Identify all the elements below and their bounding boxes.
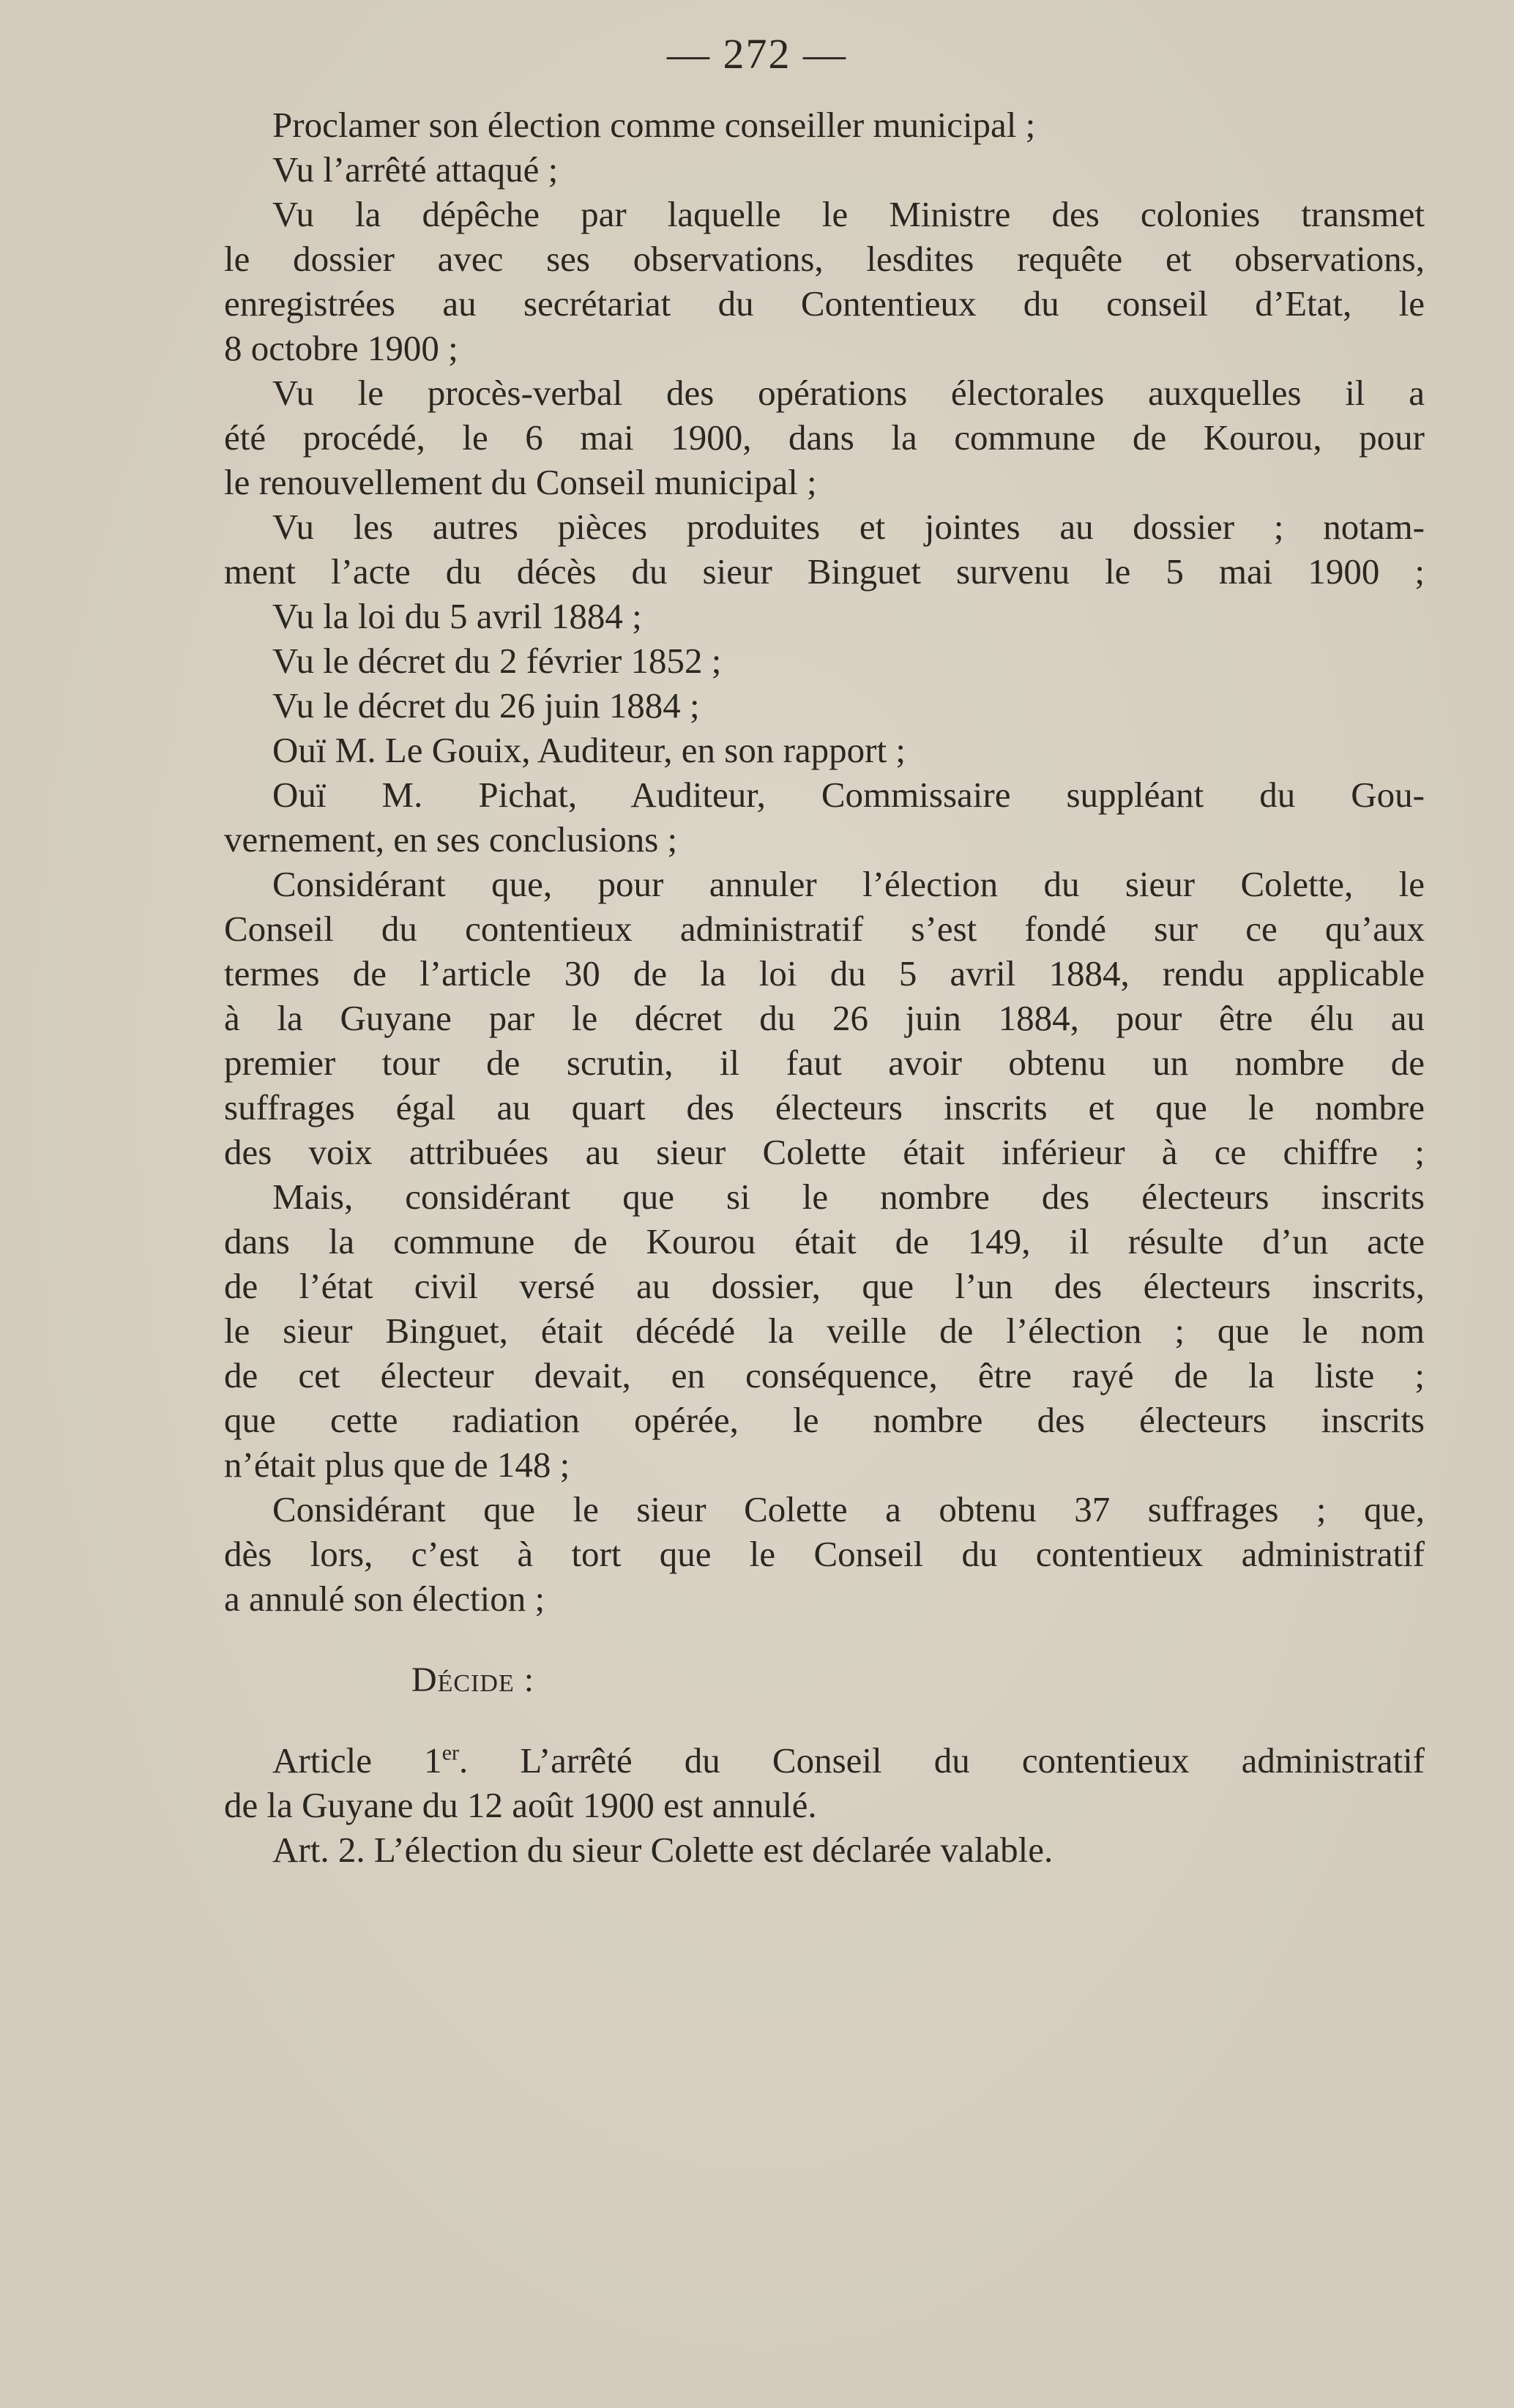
text-line: Vu la loi du 5 avril 1884 ; [272, 596, 642, 636]
text-line: Vu le procès-verbal des opérations électorales auxquelles il a [272, 373, 1425, 413]
decide-heading [224, 1621, 1425, 1738]
text-line: des voix attribuées au sieur Colette était inférieur à ce chiffre ; [224, 1132, 1425, 1172]
text-line: Ouï M. Le Gouix, Auditeur, en son rapport ; [272, 730, 906, 770]
text-line: dans la commune de Kourou était de 149, il résulte d’un acte [224, 1221, 1425, 1261]
text-line: Considérant que, pour annuler l’élection du sieur Colette, le [272, 864, 1425, 904]
text-line: à la Guyane par le décret du 26 juin 1884, pour être élu au [224, 998, 1425, 1038]
article-1-continuation: de la Guyane du 12 août 1900 est annulé. [224, 1785, 817, 1825]
text-line: Proclamer son élection comme conseiller municipal ; [272, 105, 1036, 145]
text-line: le renouvellement du Conseil municipal ; [224, 462, 817, 502]
article-1-line [224, 1738, 1425, 1783]
text-line: Ouï M. Pichat, Auditeur, Commissaire suppléant du Gou- [272, 775, 1425, 815]
text-line: Mais, considérant que si le nombre des électeurs inscrits [272, 1177, 1425, 1217]
text-line: Conseil du contentieux administratif s’est fondé sur ce qu’aux [224, 909, 1425, 949]
text-line: Vu le décret du 26 juin 1884 ; [272, 685, 700, 726]
text-line: vernement, en ses conclusions ; [224, 819, 678, 860]
text-line: de l’état civil versé au dossier, que l’un des électeurs inscrits, [224, 1266, 1425, 1306]
text-line: premier tour de scrutin, il faut avoir obtenu un nombre de [224, 1043, 1425, 1083]
article-1-rest: . L’arrêté du Conseil du contentieux administratif [459, 1740, 1425, 1781]
article-1-prefix: Article 1 [272, 1740, 442, 1781]
text-line: Vu l’arrêté attaqué ; [272, 149, 559, 190]
text-line: dès lors, c’est à tort que le Conseil du contentieux administratif [224, 1534, 1425, 1574]
text-line: n’était plus que de 148 ; [224, 1445, 570, 1485]
text-line: a annulé son élection ; [224, 1578, 545, 1619]
text-line: 8 octobre 1900 ; [224, 328, 458, 368]
text-line: de cet électeur devait, en conséquence, être rayé de la liste ; [224, 1355, 1425, 1395]
text-line: termes de l’article 30 de la loi du 5 avril 1884, rendu applicable [224, 953, 1425, 994]
decide-label: Décide : [411, 1660, 535, 1699]
text-line: suffrages égal au quart des électeurs inscrits et que le nombre [224, 1087, 1425, 1127]
body-text [224, 102, 1425, 1872]
text-line: été procédé, le 6 mai 1900, dans la commune de Kourou, pour [224, 417, 1425, 458]
text-line: le sieur Binguet, était décédé la veille de l’élection ; que le nom [224, 1311, 1425, 1351]
considerations-block [224, 102, 1425, 1621]
text-line: Vu la dépêche par laquelle le Ministre des colonies transmet [272, 194, 1425, 234]
text-line: que cette radiation opérée, le nombre des électeurs inscrits [224, 1400, 1425, 1440]
text-line: Vu les autres pièces produites et jointes au dossier ; notam- [272, 507, 1425, 547]
article-1-sup: er [441, 1740, 459, 1765]
text-line: Considérant que le sieur Colette a obtenu 37 suffrages ; que, [272, 1489, 1425, 1529]
text-line: ment l’acte du décès du sieur Binguet survenu le 5 mai 1900 ; [224, 551, 1425, 592]
text-line: Vu le décret du 2 février 1852 ; [272, 641, 722, 681]
articles-block [224, 1738, 1425, 1872]
article-2-line: Art. 2. L’élection du sieur Colette est déclarée valable. [272, 1830, 1054, 1870]
text-line: le dossier avec ses observations, lesdites requête et observations, [224, 239, 1425, 279]
text-line: enregistrées au secrétariat du Contentieux du conseil d’Etat, le [224, 283, 1425, 324]
page-number: — 272 — [667, 30, 847, 78]
